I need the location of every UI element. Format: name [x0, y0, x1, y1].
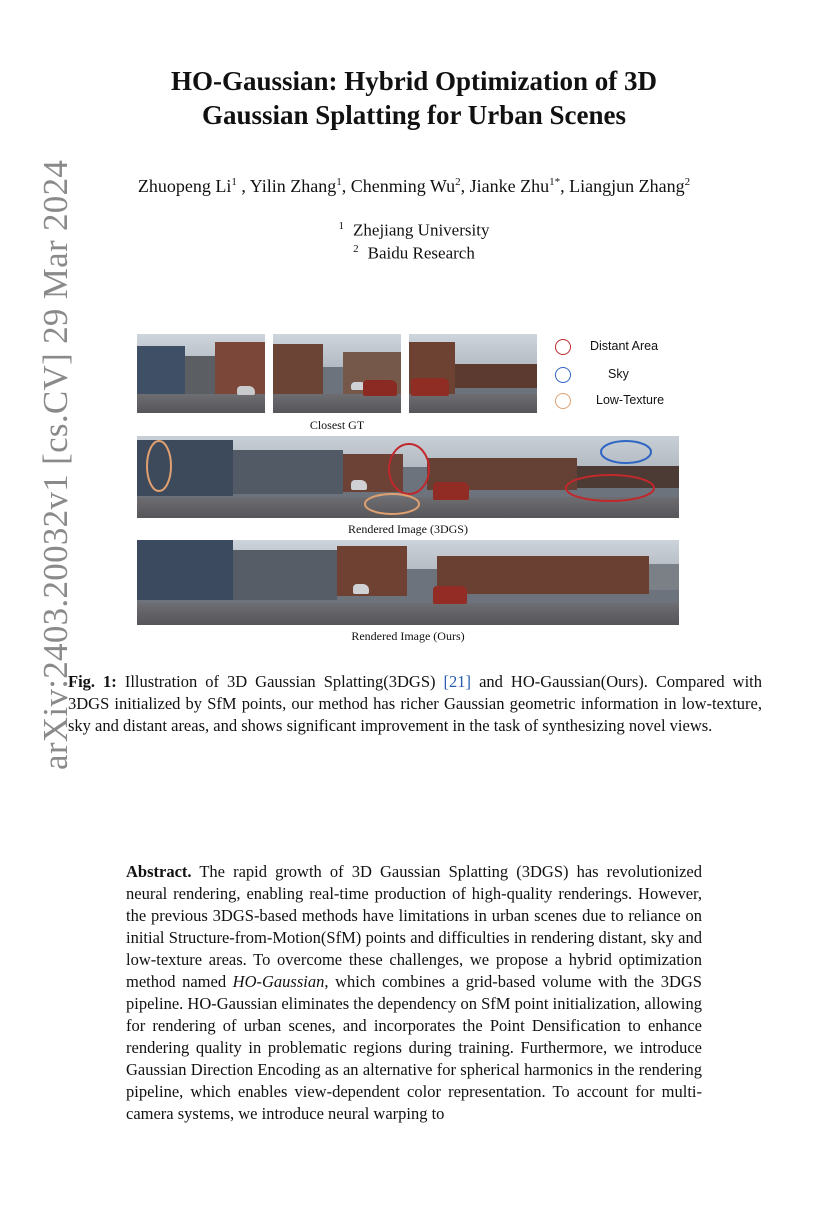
legend-label-distant-area: Distant Area — [590, 339, 659, 353]
author-affiliation-mark: 2 — [684, 176, 691, 188]
low-texture-ellipse — [147, 441, 171, 491]
legend-distant-area — [555, 337, 571, 357]
abstract-paragraph — [126, 861, 702, 1125]
rendered-panorama-ours — [137, 540, 679, 625]
abstract-label: Abstract. — [126, 862, 192, 881]
affiliation-name: Baidu Research — [367, 243, 475, 263]
gt-street-photo-3 — [409, 334, 537, 413]
affiliation-number: 1 — [338, 220, 345, 232]
legend-label-low-texture: Low-Texture — [596, 393, 665, 407]
method-name: HO-Gaussian — [232, 972, 325, 991]
author-affiliation-mark: 2 — [455, 176, 461, 188]
legend-low-texture — [555, 391, 571, 411]
legend-circle-icon — [555, 393, 571, 409]
legend-label-sky: Sky — [608, 367, 629, 381]
low-texture-ellipse — [365, 494, 419, 514]
author-name: Yilin Zhang — [249, 176, 337, 196]
arxiv-identifier-stamp: arXiv:2403.20032v1 [cs.CV] 29 Mar 2024 — [36, 159, 75, 770]
affiliation-name: Zhejiang University — [353, 220, 490, 240]
legend-sky — [555, 365, 571, 385]
gt-street-photo-1 — [137, 334, 265, 413]
affiliation-1 — [0, 220, 828, 241]
affiliation-number: 2 — [353, 243, 359, 255]
sky-ellipse — [601, 441, 651, 463]
author-name: Jianke Zhu — [469, 176, 550, 196]
author-affiliation-mark: 1 — [336, 176, 342, 188]
abstract-text: , which combines a grid-based volume with the 3DGS pipeline. HO-Gaussian eliminates the dependency on SfM point initialization, allowing for rendering of urban scenes, and incorporates the Point Densification to enhance rendering quality in problematic regions during training. Furthermore, we introduce Gaussian Direction Encoding as an alternative for spherical harmonics in the rendering pipeline, which enables view-dependent color representation. To account for multi-camera systems, we introduce neural warping to — [126, 972, 703, 1123]
distant-area-ellipse — [566, 475, 654, 501]
figure-caption-text: Illustration of 3D Gaussian Splatting(3DGS) — [124, 672, 436, 691]
caption-closest-gt: Closest GT — [309, 418, 365, 432]
author-name: Chenming Wu — [350, 176, 456, 196]
gt-street-photo-2 — [273, 334, 401, 413]
affiliation-2 — [0, 243, 828, 264]
author-name: Zhuopeng Li — [137, 176, 232, 196]
author-affiliation-mark: 1 — [231, 176, 237, 188]
figure-label: Fig. 1: — [68, 672, 117, 691]
author-list: Zhuopeng Li$^1$ , Yilin Zhang$^1$, Chenming Wu$^2$, Jianke Zhu$^{1*}$, Liangjun Zhang$^2$ — [137, 176, 691, 196]
author-affiliation-mark: 1* — [549, 176, 561, 188]
caption-rendered-ours: Rendered Image (Ours) — [351, 629, 465, 643]
author-name: Liangjun Zhang — [569, 176, 685, 196]
caption-rendered-3dgs: Rendered Image (3DGS) — [348, 522, 468, 536]
figure-caption-text: and HO-Gaussian(Ours). Compared with 3DGS initialized by SfM points, our method has richer Gaussian geometric information in low-texture, sky and distant areas, and shows significant improvement in the task of synthesizing novel views. — [68, 672, 763, 735]
legend-circle-icon — [555, 339, 571, 355]
problem-area-annotations — [137, 436, 679, 518]
title-line-2: Gaussian Splatting for Urban Scenes — [201, 100, 627, 130]
abstract-text: The rapid growth of 3D Gaussian Splatting (3DGS) has revolutionized neural rendering, enabling real-time production of high-quality renderings. However, the previous 3DGS-based methods have limitations in urban scenes due to reliance on initial Structure-from-Motion(SfM) points and difficulties in rendering distant, sky and low-texture areas. To overcome these challenges, we propose a hybrid optimization method named — [126, 862, 702, 991]
title-line-1: HO-Gaussian: Hybrid Optimization of 3D — [170, 66, 658, 96]
distant-area-ellipse — [389, 444, 429, 494]
citation-link[interactable]: [21] — [443, 672, 472, 691]
paper-title — [100, 64, 728, 132]
legend-circle-icon — [555, 367, 571, 383]
figure-caption — [68, 671, 762, 737]
